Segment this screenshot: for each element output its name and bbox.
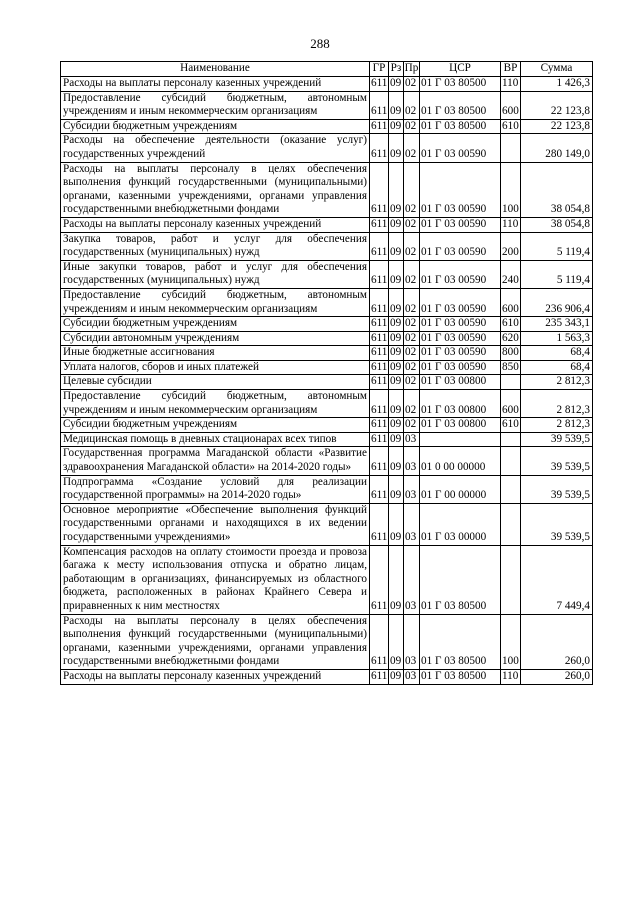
cell-vr: 110 [501,77,521,92]
header-csr: ЦСР [420,62,501,77]
page-number: 288 [310,36,330,51]
cell-sum: 260,0 [521,614,593,669]
cell-rz: 09 [389,217,404,232]
cell-csr: 01 Г 03 80500 [420,614,501,669]
cell-pr: 02 [404,390,420,418]
table-row [61,288,593,316]
cell-rz: 09 [389,503,404,545]
cell-rz: 09 [389,360,404,375]
cell-gr: 611 [370,545,389,614]
cell-rz: 09 [389,317,404,332]
cell-rz: 09 [389,91,404,119]
cell-sum: 39 539,5 [521,432,593,447]
cell-pr: 02 [404,418,420,433]
cell-name: Расходы на выплаты персоналу в целях обеспечения выполнения функций государственными (муниципальными) органами, казенными учреждениями, органами управления государственными внебюджетными фондами [61,162,370,217]
table-row [61,447,593,475]
cell-vr: 800 [501,346,521,361]
cell-vr [501,375,521,390]
cell-gr: 611 [370,432,389,447]
cell-pr: 02 [404,77,420,92]
cell-csr: 01 0 00 00000 [420,447,501,475]
cell-csr [420,432,501,447]
cell-gr: 611 [370,91,389,119]
cell-vr: 110 [501,217,521,232]
cell-pr: 02 [404,288,420,316]
budget-table [60,61,593,685]
table-row [61,77,593,92]
cell-pr: 02 [404,91,420,119]
cell-pr: 03 [404,669,420,684]
cell-sum: 68,4 [521,360,593,375]
cell-csr: 01 Г 03 00800 [420,375,501,390]
cell-rz: 09 [389,260,404,288]
cell-vr: 100 [501,614,521,669]
table-row [61,119,593,134]
cell-gr: 611 [370,418,389,433]
cell-name: Государственная программа Магаданской области «Развитие здравоохранения Магаданской области» на 2014-2020 годы» [61,447,370,475]
table-row [61,162,593,217]
cell-name: Расходы на выплаты персоналу казенных учреждений [61,217,370,232]
cell-gr: 611 [370,288,389,316]
cell-sum: 1 426,3 [521,77,593,92]
cell-gr: 611 [370,260,389,288]
header-rz: Рз [389,62,404,77]
cell-pr: 02 [404,331,420,346]
table-row [61,260,593,288]
table-row [61,669,593,684]
cell-sum: 38 054,8 [521,217,593,232]
header-vr: ВР [501,62,521,77]
header-gr: ГР [370,62,389,77]
cell-rz: 09 [389,432,404,447]
cell-pr: 03 [404,432,420,447]
cell-vr [501,447,521,475]
cell-gr: 611 [370,390,389,418]
cell-sum: 235 343,1 [521,317,593,332]
cell-pr: 03 [404,614,420,669]
cell-gr: 611 [370,162,389,217]
cell-sum: 68,4 [521,346,593,361]
cell-name: Предоставление субсидий бюджетным, автономным учреждениям и иным некоммерческим организациям [61,288,370,316]
cell-vr [501,545,521,614]
cell-rz: 09 [389,418,404,433]
cell-csr: 01 Г 03 00590 [420,288,501,316]
cell-csr: 01 Г 03 00590 [420,162,501,217]
cell-pr: 02 [404,119,420,134]
cell-gr: 611 [370,119,389,134]
cell-vr: 110 [501,669,521,684]
cell-rz: 09 [389,375,404,390]
cell-gr: 611 [370,232,389,260]
header-name: Наименование [61,62,370,77]
cell-rz: 09 [389,390,404,418]
cell-name: Субсидии бюджетным учреждениям [61,418,370,433]
cell-pr: 02 [404,232,420,260]
cell-rz: 09 [389,331,404,346]
cell-name: Субсидии автономным учреждениям [61,331,370,346]
cell-pr: 02 [404,162,420,217]
cell-vr: 200 [501,232,521,260]
cell-gr: 611 [370,331,389,346]
cell-pr: 02 [404,375,420,390]
cell-csr: 01 Г 03 00590 [420,134,501,162]
cell-rz: 09 [389,288,404,316]
cell-csr: 01 Г 03 00590 [420,232,501,260]
cell-gr: 611 [370,217,389,232]
cell-rz: 09 [389,447,404,475]
cell-sum: 39 539,5 [521,447,593,475]
cell-rz: 09 [389,669,404,684]
cell-sum: 22 123,8 [521,91,593,119]
table-row [61,503,593,545]
cell-csr: 01 Г 03 00800 [420,418,501,433]
cell-rz: 09 [389,545,404,614]
cell-sum: 280 149,0 [521,134,593,162]
table-row [61,134,593,162]
cell-rz: 09 [389,162,404,217]
cell-rz: 09 [389,614,404,669]
cell-rz: 09 [389,232,404,260]
cell-vr: 600 [501,91,521,119]
table-row [61,475,593,503]
cell-csr: 01 Г 03 00000 [420,503,501,545]
header-sum: Сумма [521,62,593,77]
cell-vr [501,134,521,162]
header-pr: Пр [404,62,420,77]
cell-csr: 01 Г 03 80500 [420,545,501,614]
cell-vr: 850 [501,360,521,375]
cell-gr: 611 [370,669,389,684]
cell-pr: 03 [404,475,420,503]
cell-name: Целевые субсидии [61,375,370,390]
cell-gr: 611 [370,614,389,669]
cell-sum: 5 119,4 [521,260,593,288]
table-row [61,614,593,669]
cell-vr: 600 [501,390,521,418]
table-row [61,545,593,614]
cell-pr: 03 [404,545,420,614]
cell-gr: 611 [370,360,389,375]
cell-sum: 39 539,5 [521,475,593,503]
cell-csr: 01 Г 03 80500 [420,669,501,684]
cell-sum: 2 812,3 [521,375,593,390]
cell-csr: 01 Г 03 00590 [420,217,501,232]
cell-name: Медицинская помощь в дневных стационарах всех типов [61,432,370,447]
cell-name: Субсидии бюджетным учреждениям [61,317,370,332]
cell-sum: 1 563,3 [521,331,593,346]
cell-sum: 5 119,4 [521,232,593,260]
cell-vr: 100 [501,162,521,217]
cell-rz: 09 [389,134,404,162]
cell-rz: 09 [389,77,404,92]
table-row [61,346,593,361]
cell-gr: 611 [370,346,389,361]
cell-csr: 01 Г 00 00000 [420,475,501,503]
cell-name: Подпрограмма «Создание условий для реализации государственной программы» на 2014-2020 годы» [61,475,370,503]
cell-name: Расходы на выплаты персоналу в целях обеспечения выполнения функций государственными (муниципальными) органами, казенными учреждениями, органами управления государственными внебюджетными фондами [61,614,370,669]
cell-name: Основное мероприятие «Обеспечение выполнения функций государственными органами и находящихся в их ведении государственными учреждениями» [61,503,370,545]
cell-name: Закупка товаров, работ и услуг для обеспечения государственных (муниципальных) нужд [61,232,370,260]
cell-pr: 03 [404,503,420,545]
table-row [61,331,593,346]
cell-vr: 610 [501,119,521,134]
table-row [61,432,593,447]
cell-name: Предоставление субсидий бюджетным, автономным учреждениям и иным некоммерческим организациям [61,390,370,418]
cell-sum: 39 539,5 [521,503,593,545]
cell-gr: 611 [370,475,389,503]
cell-vr [501,475,521,503]
cell-csr: 01 Г 03 80500 [420,77,501,92]
cell-csr: 01 Г 03 00800 [420,390,501,418]
cell-vr: 240 [501,260,521,288]
cell-csr: 01 Г 03 00590 [420,317,501,332]
cell-sum: 2 812,3 [521,418,593,433]
cell-pr: 02 [404,217,420,232]
cell-pr: 02 [404,346,420,361]
cell-gr: 611 [370,77,389,92]
cell-name: Субсидии бюджетным учреждениям [61,119,370,134]
cell-vr [501,432,521,447]
cell-csr: 01 Г 03 80500 [420,119,501,134]
table-row [61,91,593,119]
cell-pr: 03 [404,447,420,475]
cell-name: Расходы на выплаты персоналу казенных учреждений [61,669,370,684]
table-row [61,232,593,260]
cell-vr: 610 [501,418,521,433]
cell-sum: 260,0 [521,669,593,684]
cell-name: Компенсация расходов на оплату стоимости проезда и провоза багажа к месту использования отпуска и обратно лицам, работающим в организациях, финансируемых из областного бюджета, расположенных в районах Крайнего Севера и приравненных к ним местностях [61,545,370,614]
cell-gr: 611 [370,503,389,545]
table-row [61,360,593,375]
cell-gr: 611 [370,317,389,332]
cell-csr: 01 Г 03 00590 [420,260,501,288]
cell-vr: 600 [501,288,521,316]
cell-gr: 611 [370,447,389,475]
cell-sum: 2 812,3 [521,390,593,418]
cell-csr: 01 Г 03 00590 [420,360,501,375]
table-row [61,217,593,232]
cell-vr: 610 [501,317,521,332]
cell-vr [501,503,521,545]
cell-sum: 7 449,4 [521,545,593,614]
cell-sum: 236 906,4 [521,288,593,316]
cell-pr: 02 [404,360,420,375]
cell-name: Предоставление субсидий бюджетным, автономным учреждениям и иным некоммерческим организациям [61,91,370,119]
cell-gr: 611 [370,134,389,162]
cell-rz: 09 [389,119,404,134]
cell-name: Расходы на выплаты персоналу казенных учреждений [61,77,370,92]
cell-csr: 01 Г 03 00590 [420,331,501,346]
cell-csr: 01 Г 03 00590 [420,346,501,361]
cell-vr: 620 [501,331,521,346]
table-row [61,375,593,390]
cell-gr: 611 [370,375,389,390]
table-row [61,390,593,418]
cell-rz: 09 [389,346,404,361]
cell-name: Иные бюджетные ассигнования [61,346,370,361]
cell-sum: 22 123,8 [521,119,593,134]
cell-pr: 02 [404,317,420,332]
cell-rz: 09 [389,475,404,503]
cell-csr: 01 Г 03 80500 [420,91,501,119]
cell-pr: 02 [404,134,420,162]
table-header-row [61,62,593,77]
cell-pr: 02 [404,260,420,288]
cell-name: Расходы на обеспечение деятельности (оказание услуг) государственных учреждений [61,134,370,162]
table-row [61,418,593,433]
table-row [61,317,593,332]
cell-sum: 38 054,8 [521,162,593,217]
cell-name: Уплата налогов, сборов и иных платежей [61,360,370,375]
cell-name: Иные закупки товаров, работ и услуг для обеспечения государственных (муниципальных) нужд [61,260,370,288]
